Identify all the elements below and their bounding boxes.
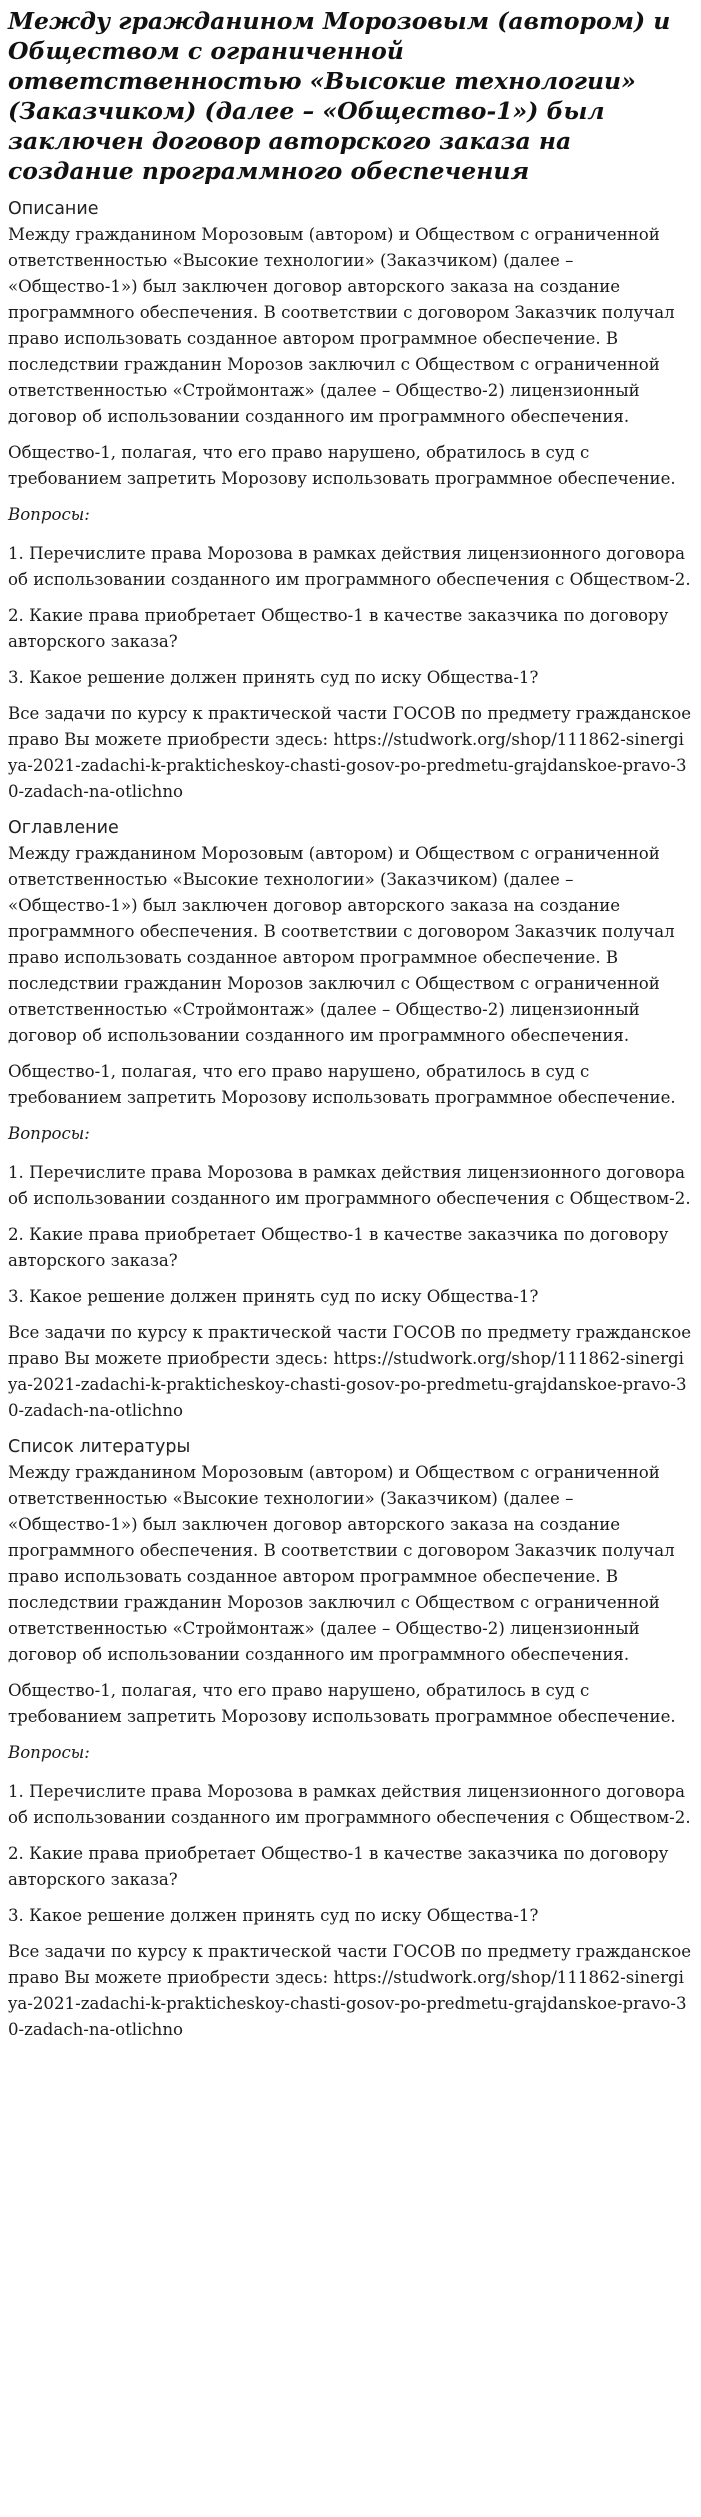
question-2: 2. Какие права приобретает Общество-1 в качестве заказчика по договору авторского заказа? bbox=[8, 606, 669, 651]
question-1: 1. Перечислите права Морозова в рамках действия лицензионного договора об использовании созданного им программного обеспечения с Обществом-2. bbox=[8, 1163, 691, 1208]
purchase-link[interactable]: https://studwork.org/shop/111862-sinergiya-2021-zadachi-k-prakticheskoy-chasti-gosov-po-predmetu-grajdanskoe-pravo-30-zadach-na-otlichno bbox=[8, 730, 687, 801]
claim-text: Общество-1, полагая, что его право нарушено, обратилось в суд с требованием запретить Морозову использовать программное обеспечение. bbox=[8, 1062, 676, 1107]
section-description bbox=[8, 196, 693, 805]
questions-label: Вопросы: bbox=[8, 1124, 90, 1143]
purchase-note-text: Все задачи по курсу к практической части ГОСОВ по предмету гражданское право Вы можете приобрести здесь: bbox=[8, 704, 692, 749]
case-text: Между гражданином Морозовым (автором) и Обществом с ограниченной ответственностью «Высокие технологии» (Заказчиком) (далее – «Общество-1») был заключен договор авторского заказа на создание программного обеспечения. В соответствии с договором Заказчик получал право использовать созданное автором программное обеспечение. В последствии гражданин Морозов заключил с Обществом с ограниченной ответственностью «Строймонтаж» (далее – Общество-2) лицензионный договор об использовании созданного им программного обеспечения. bbox=[8, 225, 675, 426]
question-1: 1. Перечислите права Морозова в рамках действия лицензионного договора об использовании созданного им программного обеспечения с Обществом-2. bbox=[8, 1782, 691, 1827]
purchase-note bbox=[8, 1320, 693, 1424]
question-2: 2. Какие права приобретает Общество-1 в качестве заказчика по договору авторского заказа? bbox=[8, 1844, 669, 1889]
question-3: 3. Какое решение должен принять суд по иску Общества-1? bbox=[8, 668, 539, 687]
case-text: Между гражданином Морозовым (автором) и Обществом с ограниченной ответственностью «Высокие технологии» (Заказчиком) (далее – «Общество-1») был заключен договор авторского заказа на создание программного обеспечения. В соответствии с договором Заказчик получал право использовать созданное автором программное обеспечение. В последствии гражданин Морозов заключил с Обществом с ограниченной ответственностью «Строймонтаж» (далее – Общество-2) лицензионный договор об использовании созданного им программного обеспечения. bbox=[8, 1463, 675, 1664]
purchase-link[interactable]: https://studwork.org/shop/111862-sinergiya-2021-zadachi-k-prakticheskoy-chasti-gosov-po-predmetu-grajdanskoe-pravo-30-zadach-na-otlichno bbox=[8, 1349, 687, 1420]
questions-label: Вопросы: bbox=[8, 505, 90, 524]
claim-text: Общество-1, полагая, что его право нарушено, обратилось в суд с требованием запретить Морозову использовать программное обеспечение. bbox=[8, 1681, 676, 1726]
questions-label: Вопросы: bbox=[8, 1743, 90, 1762]
section-heading: Описание bbox=[8, 199, 99, 219]
purchase-note bbox=[8, 1939, 693, 2043]
section-contents bbox=[8, 815, 693, 1424]
purchase-link[interactable]: https://studwork.org/shop/111862-sinergiya-2021-zadachi-k-prakticheskoy-chasti-gosov-po-predmetu-grajdanskoe-pravo-30-zadach-na-otlichno bbox=[8, 1968, 687, 2039]
section-references bbox=[8, 1434, 693, 2043]
question-3: 3. Какое решение должен принять суд по иску Общества-1? bbox=[8, 1287, 539, 1306]
purchase-note bbox=[8, 701, 693, 805]
section-heading: Оглавление bbox=[8, 818, 119, 838]
question-3: 3. Какое решение должен принять суд по иску Общества-1? bbox=[8, 1906, 539, 1925]
question-1: 1. Перечислите права Морозова в рамках действия лицензионного договора об использовании созданного им программного обеспечения с Обществом-2. bbox=[8, 544, 691, 589]
question-2: 2. Какие права приобретает Общество-1 в качестве заказчика по договору авторского заказа? bbox=[8, 1225, 669, 1270]
case-text: Между гражданином Морозовым (автором) и Обществом с ограниченной ответственностью «Высокие технологии» (Заказчиком) (далее – «Общество-1») был заключен договор авторского заказа на создание программного обеспечения. В соответствии с договором Заказчик получал право использовать созданное автором программное обеспечение. В последствии гражданин Морозов заключил с Обществом с ограниченной ответственностью «Строймонтаж» (далее – Общество-2) лицензионный договор об использовании созданного им программного обеспечения. bbox=[8, 844, 675, 1045]
page-title: Между гражданином Морозовым (автором) и Обществом с ограниченной ответственностью «Высокие технологии» (Заказчиком) (далее – «Общество-1») был заключен договор авторского заказа на создание программного обеспечения bbox=[8, 7, 671, 185]
claim-text: Общество-1, полагая, что его право нарушено, обратилось в суд с требованием запретить Морозову использовать программное обеспечение. bbox=[8, 443, 676, 488]
purchase-note-text: Все задачи по курсу к практической части ГОСОВ по предмету гражданское право Вы можете приобрести здесь: bbox=[8, 1323, 692, 1368]
section-heading: Список литературы bbox=[8, 1437, 191, 1457]
purchase-note-text: Все задачи по курсу к практической части ГОСОВ по предмету гражданское право Вы можете приобрести здесь: bbox=[8, 1942, 692, 1987]
